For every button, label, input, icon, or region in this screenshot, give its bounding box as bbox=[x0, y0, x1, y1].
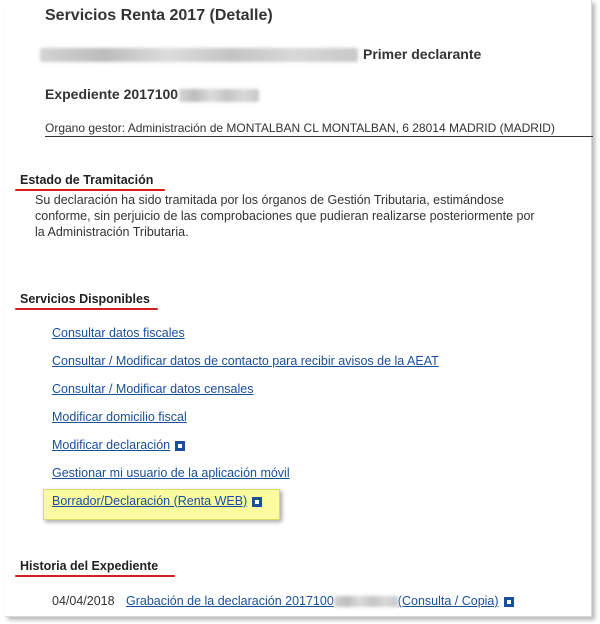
content-panel bbox=[5, 0, 592, 617]
link-datos-contacto[interactable]: Consultar / Modificar datos de contacto para recibir avisos de la AEAT bbox=[52, 354, 439, 368]
section-underline bbox=[15, 575, 175, 577]
history-link-suffix[interactable]: (Consulta / Copia) bbox=[397, 594, 499, 608]
external-window-icon[interactable] bbox=[252, 497, 262, 507]
page-title: Servicios Renta 2017 (Detalle) bbox=[45, 7, 273, 24]
external-window-icon[interactable] bbox=[175, 441, 185, 451]
link-borrador-renta-web[interactable]: Borrador/Declaración (Renta WEB) bbox=[52, 494, 248, 508]
link-usuario-app-movil[interactable]: Gestionar mi usuario de la aplicación móvil bbox=[52, 466, 290, 480]
servicios-section-title: Servicios Disponibles bbox=[20, 292, 150, 306]
section-underline bbox=[15, 189, 165, 191]
link-consultar-datos-fiscales[interactable]: Consultar datos fiscales bbox=[52, 326, 185, 340]
historia-section-title: Historia del Expediente bbox=[20, 559, 159, 573]
external-window-icon[interactable] bbox=[504, 597, 514, 607]
link-modificar-domicilio[interactable]: Modificar domicilio fiscal bbox=[52, 410, 187, 424]
link-modificar-declaracion-row[interactable] bbox=[52, 438, 185, 452]
section-underline bbox=[15, 308, 158, 310]
redacted-name bbox=[40, 48, 358, 62]
redacted-expediente-number bbox=[179, 89, 259, 102]
declarante-row bbox=[40, 46, 481, 62]
declarante-label: Primer declarante bbox=[363, 46, 482, 62]
link-modificar-declaracion[interactable]: Modificar declaración bbox=[52, 438, 171, 452]
organo-gestor: Organo gestor: Administración de MONTALBAN CL MONTALBAN, 6 28014 MADRID (MADRID) bbox=[45, 121, 593, 137]
link-borrador-renta-web-row[interactable] bbox=[52, 494, 262, 508]
history-entry-link[interactable] bbox=[126, 594, 514, 608]
expediente-row bbox=[45, 86, 259, 102]
redacted-expediente-number bbox=[334, 596, 398, 607]
estado-section-title: Estado de Tramitación bbox=[20, 173, 154, 187]
history-link-prefix[interactable]: Grabación de la declaración 2017100 bbox=[126, 594, 334, 608]
history-date: 04/04/2018 bbox=[52, 594, 115, 608]
estado-description: Su declaración ha sido tramitada por los órganos de Gestión Tributaria, estimándose conforme, sin perjuicio de las comprobaciones que pudieran realizarse posteriormente por la Administración Tributaria. bbox=[35, 193, 535, 239]
link-datos-censales[interactable]: Consultar / Modificar datos censales bbox=[52, 382, 254, 396]
expediente-label: Expediente 2017100 bbox=[45, 86, 179, 102]
